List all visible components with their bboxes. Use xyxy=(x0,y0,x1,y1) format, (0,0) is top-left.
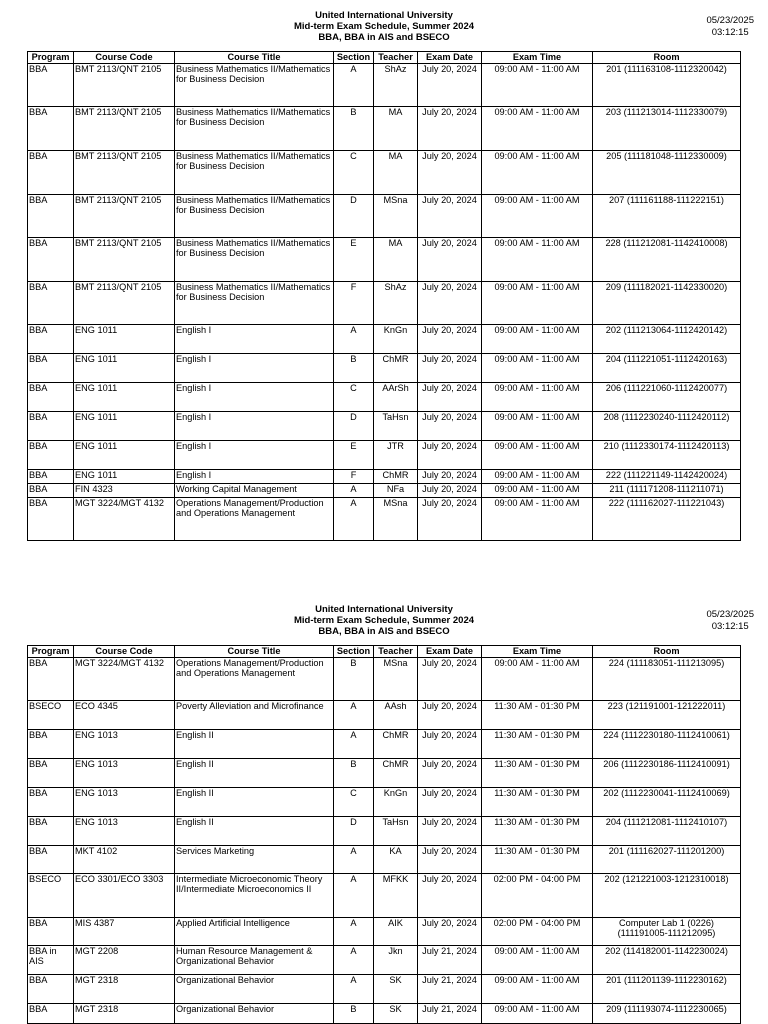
table-row xyxy=(28,470,741,484)
print-date: 05/23/2025 xyxy=(706,609,754,620)
column-header-room: Room xyxy=(593,52,741,64)
cell-exam-time: 02:00 PM - 04:00 PM xyxy=(482,918,593,946)
print-time: 03:12:15 xyxy=(711,621,749,632)
column-header-program: Program xyxy=(28,52,74,64)
cell-program: BBA xyxy=(28,975,74,1004)
cell-room: 211 (111171208-111211071) xyxy=(593,484,741,498)
cell-program: BBA in AIS xyxy=(28,946,74,975)
cell-exam-date: July 20, 2024 xyxy=(418,759,482,788)
cell-course-title: Services Marketing xyxy=(175,846,334,874)
table-row xyxy=(28,354,741,383)
cell-section: E xyxy=(334,441,374,470)
column-header-exam-date: Exam Date xyxy=(418,52,482,64)
table-header-row xyxy=(28,52,741,64)
table-row xyxy=(28,759,741,788)
cell-program: BBA xyxy=(28,354,74,383)
cell-course-title: Operations Management/Production and Operations Management xyxy=(175,658,334,701)
cell-course-title: Business Mathematics II/Mathematics for Business Decision xyxy=(175,64,334,107)
cell-exam-date: July 20, 2024 xyxy=(418,354,482,383)
cell-exam-time: 02:00 PM - 04:00 PM xyxy=(482,874,593,918)
cell-section: C xyxy=(334,383,374,412)
cell-exam-date: July 20, 2024 xyxy=(418,918,482,946)
cell-exam-time: 09:00 AM - 11:00 AM xyxy=(482,470,593,484)
cell-exam-date: July 20, 2024 xyxy=(418,470,482,484)
cell-teacher: MFKK xyxy=(374,874,418,918)
cell-teacher: ChMR xyxy=(374,730,418,759)
cell-room: Computer Lab 1 (0226) (111191005-111212095) xyxy=(593,918,741,946)
table-row xyxy=(28,412,741,441)
cell-exam-time: 09:00 AM - 11:00 AM xyxy=(482,107,593,151)
cell-teacher: JTR xyxy=(374,441,418,470)
cell-room: 207 (111161188-111222151) xyxy=(593,195,741,238)
cell-exam-date: July 20, 2024 xyxy=(418,282,482,325)
cell-room: 210 (1112330174-1112420113) xyxy=(593,441,741,470)
table-row xyxy=(28,64,741,107)
table-row xyxy=(28,788,741,817)
cell-exam-date: July 20, 2024 xyxy=(418,383,482,412)
cell-teacher: MSna xyxy=(374,658,418,701)
table-row xyxy=(28,817,741,846)
cell-teacher: MA xyxy=(374,107,418,151)
cell-course-code: BMT 2113/QNT 2105 xyxy=(74,151,175,195)
cell-exam-date: July 20, 2024 xyxy=(418,817,482,846)
cell-exam-time: 11:30 AM - 01:30 PM xyxy=(482,817,593,846)
cell-teacher: KnGn xyxy=(374,788,418,817)
cell-course-title: Operations Management/Production and Operations Management xyxy=(175,498,334,541)
cell-room: 201 (111201139-1112230162) xyxy=(593,975,741,1004)
cell-course-title: English I xyxy=(175,470,334,484)
report-header xyxy=(0,10,768,43)
cell-section: A xyxy=(334,975,374,1004)
cell-exam-time: 11:30 AM - 01:30 PM xyxy=(482,788,593,817)
cell-teacher: AIK xyxy=(374,918,418,946)
cell-course-code: ENG 1013 xyxy=(74,759,175,788)
cell-section: F xyxy=(334,282,374,325)
cell-program: BBA xyxy=(28,788,74,817)
cell-teacher: AArSh xyxy=(374,383,418,412)
cell-section: A xyxy=(334,64,374,107)
cell-teacher: ChMR xyxy=(374,354,418,383)
cell-course-code: MGT 3224/MGT 4132 xyxy=(74,658,175,701)
cell-program: BSECO xyxy=(28,701,74,730)
print-timestamp xyxy=(706,609,754,633)
cell-program: BBA xyxy=(28,918,74,946)
schedule-table xyxy=(27,645,741,1024)
column-header-program: Program xyxy=(28,646,74,658)
print-date: 05/23/2025 xyxy=(706,15,754,26)
cell-course-title: English II xyxy=(175,817,334,846)
cell-room: 206 (111221060-1112420077) xyxy=(593,383,741,412)
cell-exam-time: 09:00 AM - 11:00 AM xyxy=(482,975,593,1004)
table-row xyxy=(28,975,741,1004)
cell-exam-date: July 21, 2024 xyxy=(418,946,482,975)
cell-section: A xyxy=(334,946,374,975)
cell-course-title: Business Mathematics II/Mathematics for Business Decision xyxy=(175,238,334,282)
cell-course-code: ENG 1013 xyxy=(74,730,175,759)
cell-room: 202 (114182001-1142230024) xyxy=(593,946,741,975)
cell-course-code: MIS 4387 xyxy=(74,918,175,946)
cell-exam-date: July 20, 2024 xyxy=(418,484,482,498)
cell-course-title: Organizational Behavior xyxy=(175,1004,334,1024)
cell-course-code: MKT 4102 xyxy=(74,846,175,874)
table-row xyxy=(28,874,741,918)
table-row xyxy=(28,1004,741,1024)
cell-program: BBA xyxy=(28,658,74,701)
cell-course-code: BMT 2113/QNT 2105 xyxy=(74,64,175,107)
cell-room: 203 (111213014-1112330079) xyxy=(593,107,741,151)
cell-room: 204 (111221051-1112420163) xyxy=(593,354,741,383)
cell-course-title: English II xyxy=(175,759,334,788)
table-row xyxy=(28,701,741,730)
cell-section: B xyxy=(334,658,374,701)
cell-teacher: MA xyxy=(374,151,418,195)
cell-teacher: ChMR xyxy=(374,759,418,788)
cell-program: BBA xyxy=(28,470,74,484)
cell-course-title: English I xyxy=(175,412,334,441)
table-row xyxy=(28,918,741,946)
cell-course-code: BMT 2113/QNT 2105 xyxy=(74,238,175,282)
cell-section: C xyxy=(334,151,374,195)
cell-program: BBA xyxy=(28,64,74,107)
schedule-page-2 xyxy=(0,594,768,1024)
report-header xyxy=(0,604,768,637)
table-row xyxy=(28,107,741,151)
cell-exam-date: July 20, 2024 xyxy=(418,325,482,354)
cell-section: A xyxy=(334,730,374,759)
cell-program: BBA xyxy=(28,195,74,238)
cell-program: BBA xyxy=(28,484,74,498)
cell-room: 201 (111162027-111201200) xyxy=(593,846,741,874)
cell-course-title: English II xyxy=(175,730,334,759)
cell-exam-time: 09:00 AM - 11:00 AM xyxy=(482,1004,593,1024)
cell-exam-time: 09:00 AM - 11:00 AM xyxy=(482,658,593,701)
cell-teacher: TaHsn xyxy=(374,817,418,846)
cell-section: A xyxy=(334,874,374,918)
university-name: United International University xyxy=(315,604,453,615)
cell-section: A xyxy=(334,484,374,498)
cell-exam-date: July 20, 2024 xyxy=(418,238,482,282)
column-header-exam-time: Exam Time xyxy=(482,52,593,64)
cell-exam-date: July 20, 2024 xyxy=(418,195,482,238)
cell-section: B xyxy=(334,354,374,383)
cell-exam-date: July 20, 2024 xyxy=(418,107,482,151)
cell-room: 209 (111193074-1112230065) xyxy=(593,1004,741,1024)
cell-course-code: MGT 2318 xyxy=(74,1004,175,1024)
cell-section: D xyxy=(334,817,374,846)
cell-program: BBA xyxy=(28,846,74,874)
cell-exam-date: July 20, 2024 xyxy=(418,846,482,874)
cell-program: BSECO xyxy=(28,874,74,918)
cell-program: BBA xyxy=(28,325,74,354)
programs-line: BBA, BBA in AIS and BSECO xyxy=(318,32,450,43)
cell-program: BBA xyxy=(28,730,74,759)
cell-room: 224 (111183051-111213095) xyxy=(593,658,741,701)
cell-course-code: MGT 3224/MGT 4132 xyxy=(74,498,175,541)
cell-exam-time: 09:00 AM - 11:00 AM xyxy=(482,64,593,107)
cell-course-title: Working Capital Management xyxy=(175,484,334,498)
cell-course-code: BMT 2113/QNT 2105 xyxy=(74,107,175,151)
cell-exam-time: 11:30 AM - 01:30 PM xyxy=(482,730,593,759)
cell-teacher: NFa xyxy=(374,484,418,498)
cell-exam-time: 11:30 AM - 01:30 PM xyxy=(482,701,593,730)
cell-exam-time: 11:30 AM - 01:30 PM xyxy=(482,846,593,874)
cell-section: D xyxy=(334,195,374,238)
cell-course-title: Human Resource Management & Organizational Behavior xyxy=(175,946,334,975)
table-row xyxy=(28,195,741,238)
cell-course-title: Poverty Alleviation and Microfinance xyxy=(175,701,334,730)
column-header-exam-date: Exam Date xyxy=(418,646,482,658)
cell-room: 222 (111221149-1142420024) xyxy=(593,470,741,484)
cell-course-code: ENG 1011 xyxy=(74,325,175,354)
cell-exam-date: July 21, 2024 xyxy=(418,975,482,1004)
cell-course-title: Applied Artificial Intelligence xyxy=(175,918,334,946)
cell-course-code: ECO 3301/ECO 3303 xyxy=(74,874,175,918)
cell-course-title: Intermediate Microeconomic Theory II/Intermediate Microeconomics II xyxy=(175,874,334,918)
cell-section: A xyxy=(334,701,374,730)
cell-exam-date: July 20, 2024 xyxy=(418,412,482,441)
cell-teacher: ShAz xyxy=(374,64,418,107)
cell-course-title: English I xyxy=(175,325,334,354)
cell-course-code: FIN 4323 xyxy=(74,484,175,498)
cell-teacher: ChMR xyxy=(374,470,418,484)
column-header-course-title: Course Title xyxy=(175,52,334,64)
table-row xyxy=(28,325,741,354)
cell-room: 202 (1112230041-1112410069) xyxy=(593,788,741,817)
cell-exam-date: July 20, 2024 xyxy=(418,658,482,701)
cell-exam-time: 09:00 AM - 11:00 AM xyxy=(482,484,593,498)
cell-exam-time: 09:00 AM - 11:00 AM xyxy=(482,498,593,541)
cell-teacher: AAsh xyxy=(374,701,418,730)
cell-room: 206 (1112230186-1112410091) xyxy=(593,759,741,788)
cell-exam-time: 09:00 AM - 11:00 AM xyxy=(482,946,593,975)
cell-course-code: ENG 1011 xyxy=(74,354,175,383)
cell-room: 209 (111182021-1142330020) xyxy=(593,282,741,325)
table-row xyxy=(28,151,741,195)
cell-program: BBA xyxy=(28,383,74,412)
table-row xyxy=(28,658,741,701)
cell-program: BBA xyxy=(28,107,74,151)
cell-section: B xyxy=(334,759,374,788)
cell-course-title: English II xyxy=(175,788,334,817)
cell-program: BBA xyxy=(28,282,74,325)
table-row xyxy=(28,730,741,759)
cell-program: BBA xyxy=(28,759,74,788)
cell-exam-date: July 21, 2024 xyxy=(418,1004,482,1024)
cell-room: 224 (1112230180-1112410061) xyxy=(593,730,741,759)
cell-exam-time: 09:00 AM - 11:00 AM xyxy=(482,383,593,412)
cell-program: BBA xyxy=(28,441,74,470)
cell-exam-date: July 20, 2024 xyxy=(418,874,482,918)
cell-course-title: English I xyxy=(175,354,334,383)
cell-teacher: MSna xyxy=(374,498,418,541)
table-row xyxy=(28,441,741,470)
cell-exam-date: July 20, 2024 xyxy=(418,64,482,107)
cell-exam-time: 09:00 AM - 11:00 AM xyxy=(482,238,593,282)
cell-course-code: ENG 1013 xyxy=(74,817,175,846)
column-header-course-code: Course Code xyxy=(74,52,175,64)
cell-room: 201 (111163108-1112320042) xyxy=(593,64,741,107)
cell-teacher: KnGn xyxy=(374,325,418,354)
cell-course-title: Business Mathematics II/Mathematics for Business Decision xyxy=(175,151,334,195)
cell-course-code: ENG 1013 xyxy=(74,788,175,817)
table-row xyxy=(28,498,741,541)
table-row xyxy=(28,846,741,874)
cell-course-title: Business Mathematics II/Mathematics for Business Decision xyxy=(175,195,334,238)
cell-course-code: ECO 4345 xyxy=(74,701,175,730)
cell-section: F xyxy=(334,470,374,484)
table-header-row xyxy=(28,646,741,658)
cell-course-code: ENG 1011 xyxy=(74,383,175,412)
cell-teacher: SK xyxy=(374,975,418,1004)
cell-section: B xyxy=(334,1004,374,1024)
cell-exam-time: 09:00 AM - 11:00 AM xyxy=(482,282,593,325)
cell-teacher: MA xyxy=(374,238,418,282)
cell-section: E xyxy=(334,238,374,282)
cell-course-code: MGT 2318 xyxy=(74,975,175,1004)
cell-room: 223 (121191001-121222011) xyxy=(593,701,741,730)
cell-exam-date: July 20, 2024 xyxy=(418,701,482,730)
column-header-teacher: Teacher xyxy=(374,52,418,64)
cell-section: A xyxy=(334,498,374,541)
cell-exam-time: 09:00 AM - 11:00 AM xyxy=(482,195,593,238)
table-row xyxy=(28,238,741,282)
schedule-table xyxy=(27,51,741,541)
cell-room: 205 (111181048-1112330009) xyxy=(593,151,741,195)
cell-room: 228 (111212081-1142410008) xyxy=(593,238,741,282)
cell-exam-time: 09:00 AM - 11:00 AM xyxy=(482,412,593,441)
cell-course-title: Business Mathematics II/Mathematics for Business Decision xyxy=(175,107,334,151)
cell-exam-date: July 20, 2024 xyxy=(418,730,482,759)
cell-course-title: English I xyxy=(175,383,334,412)
cell-program: BBA xyxy=(28,151,74,195)
cell-exam-time: 11:30 AM - 01:30 PM xyxy=(482,759,593,788)
table-row xyxy=(28,383,741,412)
print-timestamp xyxy=(706,15,754,39)
column-header-room: Room xyxy=(593,646,741,658)
cell-exam-date: July 20, 2024 xyxy=(418,151,482,195)
cell-room: 208 (1112230240-1112420112) xyxy=(593,412,741,441)
column-header-teacher: Teacher xyxy=(374,646,418,658)
cell-course-code: ENG 1011 xyxy=(74,441,175,470)
cell-course-code: BMT 2113/QNT 2105 xyxy=(74,195,175,238)
cell-room: 222 (111162027-111221043) xyxy=(593,498,741,541)
cell-teacher: ShAz xyxy=(374,282,418,325)
cell-course-code: ENG 1011 xyxy=(74,412,175,441)
table-row xyxy=(28,282,741,325)
cell-course-code: MGT 2208 xyxy=(74,946,175,975)
cell-teacher: TaHsn xyxy=(374,412,418,441)
exam-title: Mid-term Exam Schedule, Summer 2024 xyxy=(293,21,475,32)
cell-exam-date: July 20, 2024 xyxy=(418,441,482,470)
cell-exam-time: 09:00 AM - 11:00 AM xyxy=(482,354,593,383)
cell-room: 202 (111213064-1112420142) xyxy=(593,325,741,354)
cell-section: A xyxy=(334,846,374,874)
column-header-section: Section xyxy=(334,52,374,64)
print-time: 03:12:15 xyxy=(711,27,749,38)
cell-room: 202 (121221003-1212310018) xyxy=(593,874,741,918)
cell-program: BBA xyxy=(28,817,74,846)
cell-teacher: KA xyxy=(374,846,418,874)
cell-teacher: MSna xyxy=(374,195,418,238)
column-header-course-code: Course Code xyxy=(74,646,175,658)
cell-section: A xyxy=(334,918,374,946)
cell-course-title: Organizational Behavior xyxy=(175,975,334,1004)
cell-program: BBA xyxy=(28,498,74,541)
cell-course-title: Business Mathematics II/Mathematics for Business Decision xyxy=(175,282,334,325)
cell-course-code: BMT 2113/QNT 2105 xyxy=(74,282,175,325)
table-row xyxy=(28,484,741,498)
cell-exam-date: July 20, 2024 xyxy=(418,498,482,541)
cell-program: BBA xyxy=(28,412,74,441)
table-row xyxy=(28,946,741,975)
cell-program: BBA xyxy=(28,1004,74,1024)
cell-teacher: SK xyxy=(374,1004,418,1024)
cell-section: A xyxy=(334,325,374,354)
cell-exam-date: July 20, 2024 xyxy=(418,788,482,817)
column-header-section: Section xyxy=(334,646,374,658)
cell-program: BBA xyxy=(28,238,74,282)
cell-course-code: ENG 1011 xyxy=(74,470,175,484)
cell-room: 204 (111212081-1112410107) xyxy=(593,817,741,846)
cell-teacher: Jkn xyxy=(374,946,418,975)
cell-course-title: English I xyxy=(175,441,334,470)
university-name: United International University xyxy=(315,10,453,21)
exam-title: Mid-term Exam Schedule, Summer 2024 xyxy=(293,615,475,626)
column-header-exam-time: Exam Time xyxy=(482,646,593,658)
programs-line: BBA, BBA in AIS and BSECO xyxy=(318,626,450,637)
cell-section: C xyxy=(334,788,374,817)
cell-exam-time: 09:00 AM - 11:00 AM xyxy=(482,325,593,354)
cell-section: B xyxy=(334,107,374,151)
column-header-course-title: Course Title xyxy=(175,646,334,658)
cell-exam-time: 09:00 AM - 11:00 AM xyxy=(482,151,593,195)
cell-exam-time: 09:00 AM - 11:00 AM xyxy=(482,441,593,470)
cell-section: D xyxy=(334,412,374,441)
